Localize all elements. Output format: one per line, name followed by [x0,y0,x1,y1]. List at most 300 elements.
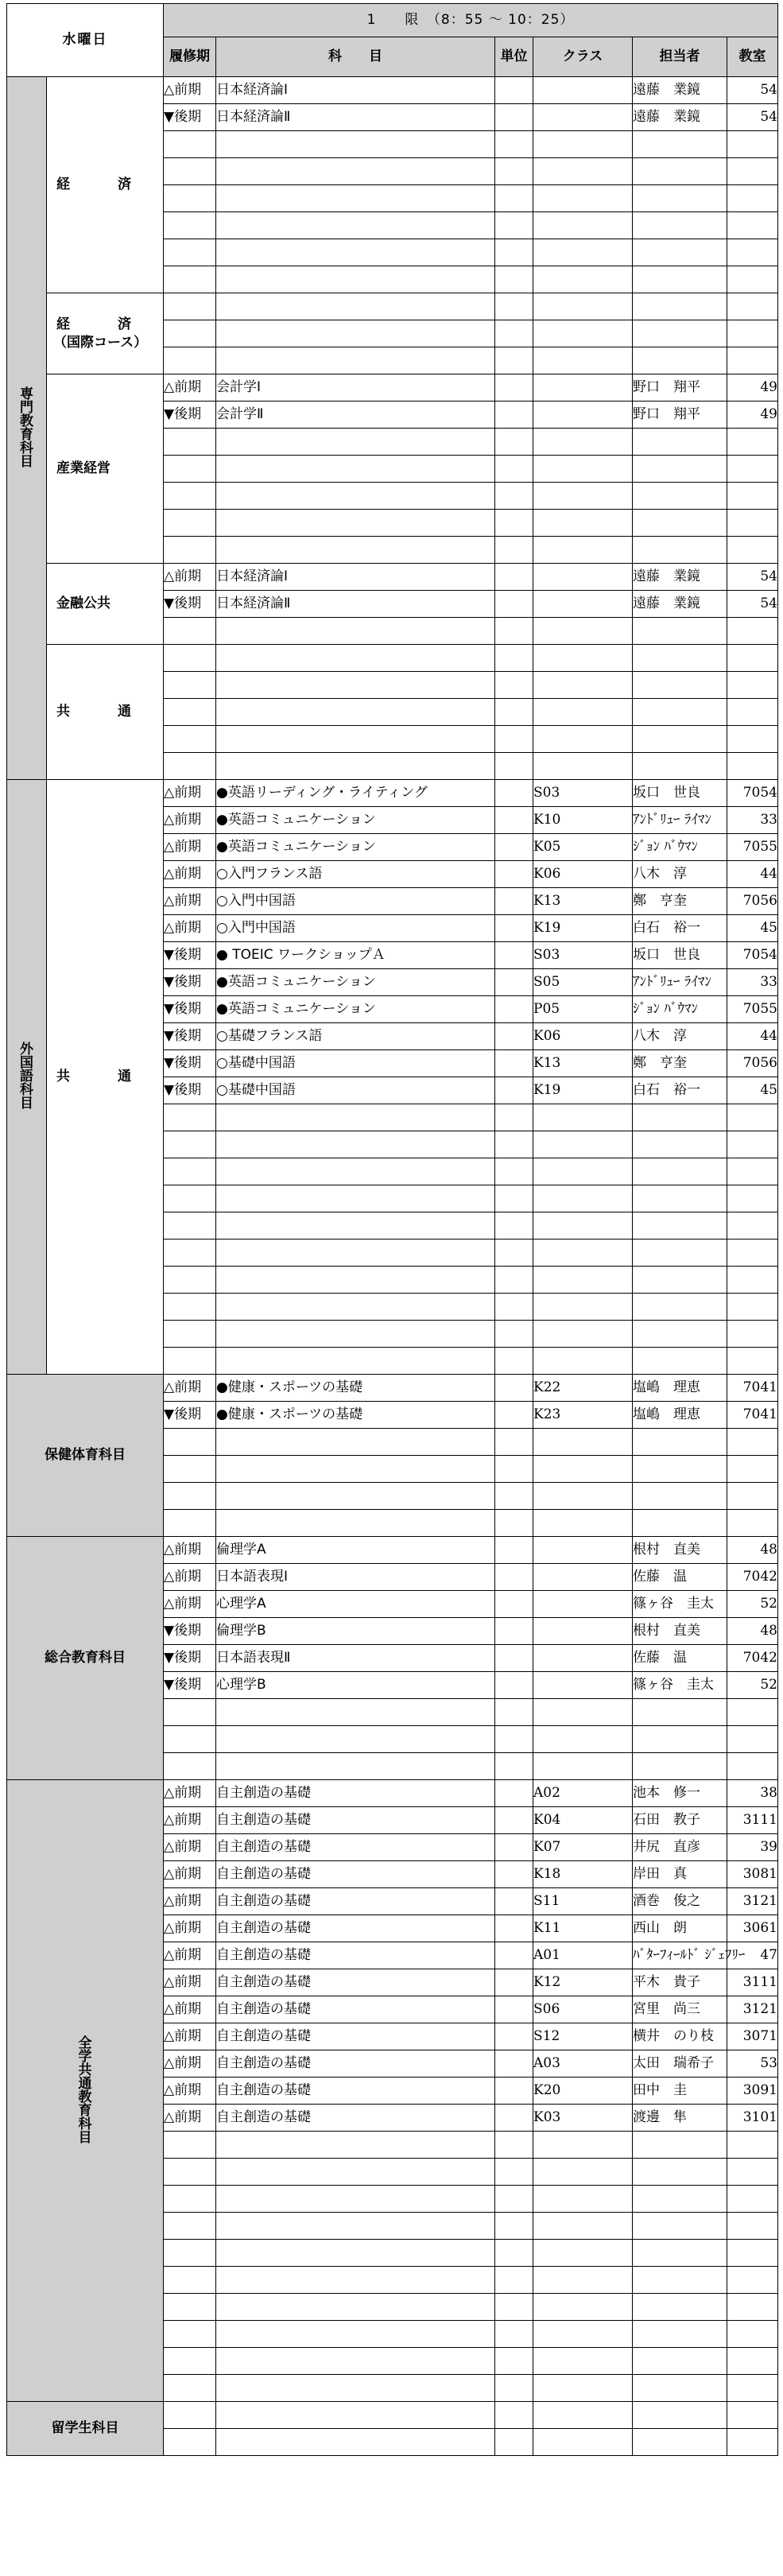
teacher-cell: 鄭 亨奎 [633,1050,727,1077]
subject-cell [216,1240,495,1267]
teacher-cell [633,2186,727,2213]
room-cell: 7054 [727,942,778,969]
units-cell [495,591,533,618]
subject-cell: ●英語コミュニケーション [216,834,495,861]
subject-cell [216,699,495,726]
term-cell: ▼後期 [164,104,216,131]
term-cell [164,537,216,564]
units-cell [495,1104,533,1131]
subject-cell [216,185,495,212]
units-cell [495,212,533,239]
room-cell: 44 [727,1023,778,1050]
room-cell [727,2159,778,2186]
units-cell [495,2240,533,2267]
table-row [7,1537,778,1564]
teacher-cell: 遠藤 業鏡 [633,104,727,131]
units-cell [495,1158,533,1185]
room-cell [727,645,778,672]
room-cell: 7055 [727,996,778,1023]
units-cell [495,1861,533,1888]
units-cell [495,1402,533,1429]
teacher-cell: ﾊﾞﾀｰﾌｨｰﾙﾄﾞ ｼﾞｪﾌﾘｰ [633,1942,727,1969]
subject-cell [216,753,495,780]
units-cell [495,1348,533,1375]
class-cell [533,2213,633,2240]
teacher-cell: 遠藤 業鏡 [633,77,727,104]
teacher-cell [633,699,727,726]
room-cell: 7056 [727,888,778,915]
units-cell [495,266,533,293]
class-cell [533,1645,633,1672]
term-cell: ▼後期 [164,1050,216,1077]
units-cell [495,2375,533,2402]
teacher-cell [633,185,727,212]
subject-cell: ○基礎中国語 [216,1077,495,1104]
class-cell [533,1699,633,1726]
term-cell: △前期 [164,1888,216,1915]
table-row [7,2402,778,2429]
teacher-cell: 佐藤 温 [633,1564,727,1591]
class-cell: S05 [533,969,633,996]
room-cell: 52 [727,1672,778,1699]
teacher-cell [633,645,727,672]
units-cell [495,185,533,212]
term-cell: △前期 [164,1942,216,1969]
units-cell [495,1456,533,1483]
units-cell [495,239,533,266]
class-cell: K18 [533,1861,633,1888]
subject-cell [216,2186,495,2213]
room-cell [727,158,778,185]
subject-cell [216,1294,495,1321]
class-cell [533,212,633,239]
units-cell [495,104,533,131]
room-cell: 52 [727,1591,778,1618]
class-cell [533,753,633,780]
teacher-cell [633,2132,727,2159]
class-cell [533,2348,633,2375]
room-cell [727,672,778,699]
class-cell [533,374,633,402]
room-cell [727,2240,778,2267]
subject-cell: 自主創造の基礎 [216,1780,495,1807]
room-cell: 3071 [727,2023,778,2050]
room-cell: 7041 [727,1375,778,1402]
term-cell: △前期 [164,1915,216,1942]
teacher-cell: 根村 直美 [633,1537,727,1564]
class-cell: S06 [533,1996,633,2023]
term-cell [164,239,216,266]
subject-cell [216,2267,495,2294]
units-cell [495,2023,533,2050]
class-cell [533,185,633,212]
table-row [7,564,778,591]
room-cell [727,2375,778,2402]
term-cell [164,1267,216,1294]
subject-cell: 日本語表現Ⅰ [216,1564,495,1591]
room-cell [727,1456,778,1483]
units-cell [495,645,533,672]
subject-cell [216,2321,495,2348]
class-cell [533,645,633,672]
units-cell [495,456,533,483]
subject-cell [216,2213,495,2240]
class-cell [533,456,633,483]
teacher-cell: 石田 教子 [633,1807,727,1834]
class-cell [533,1212,633,1240]
term-cell [164,2186,216,2213]
subject-cell: 自主創造の基礎 [216,1915,495,1942]
term-cell: △前期 [164,1780,216,1807]
class-cell: K06 [533,861,633,888]
units-cell [495,1699,533,1726]
room-cell: 45 [727,1077,778,1104]
units-cell [495,158,533,185]
subject-cell: 日本経済論Ⅱ [216,104,495,131]
units-cell [495,77,533,104]
room-cell [727,1429,778,1456]
room-cell: 7054 [727,780,778,807]
room-cell [727,1348,778,1375]
teacher-cell [633,1510,727,1537]
class-cell [533,2294,633,2321]
term-cell [164,2375,216,2402]
room-cell: 7042 [727,1564,778,1591]
class-cell [533,2267,633,2294]
units-cell [495,2267,533,2294]
units-cell [495,1834,533,1861]
subject-cell: 倫理学A [216,1537,495,1564]
units-cell [495,483,533,510]
term-cell: △前期 [164,1375,216,1402]
room-cell: 39 [727,1834,778,1861]
room-cell: 48 [727,1537,778,1564]
term-cell [164,1158,216,1185]
term-cell [164,510,216,537]
teacher-cell: ｱﾝﾄﾞﾘｭｰ ﾗｲﾏﾝ [633,807,727,834]
teacher-cell [633,672,727,699]
teacher-cell: 西山 朗 [633,1915,727,1942]
term-cell [164,2132,216,2159]
units-cell [495,780,533,807]
term-cell [164,1753,216,1780]
subject-cell: 自主創造の基礎 [216,1834,495,1861]
term-cell: ▼後期 [164,591,216,618]
term-cell [164,699,216,726]
class-cell: K20 [533,2077,633,2105]
class-cell [533,483,633,510]
room-cell [727,1158,778,1185]
teacher-cell: 遠藤 業鏡 [633,591,727,618]
class-cell [533,1564,633,1591]
table-row [7,780,778,807]
teacher-cell [633,1429,727,1456]
teacher-cell: 平木 貴子 [633,1969,727,1996]
room-cell: 33 [727,969,778,996]
term-cell: ▼後期 [164,1023,216,1050]
teacher-cell: 篠ヶ谷 圭太 [633,1591,727,1618]
teacher-cell: 田中 圭 [633,2077,727,2105]
class-cell [533,2429,633,2456]
teacher-cell: 渡邊 隼 [633,2105,727,2132]
term-cell [164,1429,216,1456]
class-cell [533,2159,633,2186]
subject-cell [216,158,495,185]
class-cell [533,1294,633,1321]
class-cell [533,1321,633,1348]
subject-cell: 自主創造の基礎 [216,1888,495,1915]
units-cell [495,2105,533,2132]
class-cell: S11 [533,1888,633,1915]
subject-cell: ○入門中国語 [216,915,495,942]
subject-cell [216,320,495,347]
room-cell [727,699,778,726]
room-cell [727,347,778,374]
section-label: 留学生科目 [7,2402,164,2456]
class-cell: S12 [533,2023,633,2050]
class-cell [533,293,633,320]
units-cell [495,1537,533,1564]
class-cell: K10 [533,807,633,834]
teacher-cell [633,1185,727,1212]
class-cell [533,510,633,537]
teacher-cell [633,753,727,780]
room-cell [727,131,778,158]
subject-cell [216,1483,495,1510]
units-cell [495,1185,533,1212]
day-label: 水曜日 [7,4,164,77]
term-cell: △前期 [164,915,216,942]
class-cell [533,537,633,564]
term-cell [164,1699,216,1726]
teacher-cell: 池本 修一 [633,1780,727,1807]
units-cell [495,699,533,726]
timetable-sheet [6,3,777,2456]
group-label [47,374,164,564]
teacher-cell: 岸田 真 [633,1861,727,1888]
term-cell: △前期 [164,807,216,834]
header-units: 単位 [495,37,533,77]
class-cell [533,1483,633,1510]
room-cell: 3111 [727,1969,778,1996]
units-cell [495,2348,533,2375]
subject-cell: 日本経済論Ⅰ [216,564,495,591]
units-cell [495,2050,533,2077]
units-cell [495,1726,533,1753]
subject-cell: 日本経済論Ⅰ [216,77,495,104]
subject-cell: 日本経済論Ⅱ [216,591,495,618]
units-cell [495,1807,533,1834]
units-cell [495,2321,533,2348]
subject-cell [216,1104,495,1131]
teacher-cell: 八木 淳 [633,861,727,888]
class-cell [533,1726,633,1753]
teacher-cell: 遠藤 業鏡 [633,564,727,591]
teacher-cell: 酒巻 俊之 [633,1888,727,1915]
room-cell [727,726,778,753]
group-label [47,77,164,293]
subject-cell: 倫理学B [216,1618,495,1645]
room-cell: 3121 [727,1996,778,2023]
term-cell [164,672,216,699]
class-cell [533,726,633,753]
units-cell [495,1321,533,1348]
teacher-cell [633,726,727,753]
room-cell [727,1483,778,1510]
subject-cell [216,1699,495,1726]
header-subject: 科 目 [216,37,495,77]
room-cell [727,239,778,266]
units-cell [495,2429,533,2456]
room-cell [727,1212,778,1240]
group-label [47,293,164,374]
term-cell [164,2294,216,2321]
teacher-cell: 宮里 尚三 [633,1996,727,2023]
teacher-cell [633,537,727,564]
term-cell [164,212,216,239]
header-teacher: 担当者 [633,37,727,77]
teacher-cell [633,2294,727,2321]
class-cell [533,1131,633,1158]
subject-cell: 自主創造の基礎 [216,2105,495,2132]
term-cell [164,2429,216,2456]
group-name: 共 通 [56,1069,131,1084]
class-cell [533,2186,633,2213]
units-cell [495,969,533,996]
subject-cell [216,347,495,374]
subject-cell: ●健康・スポーツの基礎 [216,1375,495,1402]
teacher-cell [633,2321,727,2348]
term-cell [164,1321,216,1348]
class-cell [533,1104,633,1131]
class-cell: A01 [533,1942,633,1969]
class-cell: S03 [533,780,633,807]
subject-cell: 心理学A [216,1591,495,1618]
units-cell [495,915,533,942]
subject-cell [216,293,495,320]
units-cell [495,1510,533,1537]
teacher-cell [633,2348,727,2375]
group-label [47,780,164,1375]
room-cell [727,2186,778,2213]
units-cell [495,807,533,834]
teacher-cell: 鄭 亨奎 [633,888,727,915]
class-cell [533,591,633,618]
units-cell [495,1077,533,1104]
subject-cell [216,1726,495,1753]
units-cell [495,293,533,320]
teacher-cell [633,1240,727,1267]
units-cell [495,429,533,456]
units-cell [495,564,533,591]
term-cell [164,347,216,374]
class-cell [533,1240,633,1267]
room-cell: 33 [727,807,778,834]
group-label [47,645,164,780]
section-label: 保健体育科目 [7,1375,164,1537]
teacher-cell [633,1456,727,1483]
subject-cell: ●健康・スポーツの基礎 [216,1402,495,1429]
term-cell: ▼後期 [164,1618,216,1645]
class-cell: K11 [533,1915,633,1942]
subject-cell [216,1753,495,1780]
subject-cell [216,2294,495,2321]
subject-cell [216,429,495,456]
subject-cell [216,2240,495,2267]
teacher-cell [633,1294,727,1321]
term-cell [164,1104,216,1131]
teacher-cell [633,1726,727,1753]
teacher-cell [633,510,727,537]
room-cell [727,618,778,645]
room-cell: 49 [727,402,778,429]
subject-cell [216,2132,495,2159]
class-cell: K07 [533,1834,633,1861]
term-cell: △前期 [164,2105,216,2132]
room-cell [727,2348,778,2375]
teacher-cell: 白石 裕一 [633,915,727,942]
teacher-cell [633,429,727,456]
term-cell [164,131,216,158]
term-cell: △前期 [164,888,216,915]
term-cell [164,2240,216,2267]
units-cell [495,1888,533,1915]
term-cell [164,1348,216,1375]
subject-cell [216,726,495,753]
term-cell: ▼後期 [164,969,216,996]
class-cell: K22 [533,1375,633,1402]
period-label: 1 限 （8：55 ～ 10：25） [164,4,778,37]
class-cell [533,347,633,374]
term-cell [164,1726,216,1753]
class-cell: S03 [533,942,633,969]
subject-cell: ●英語コミュニケーション [216,807,495,834]
term-cell: △前期 [164,1537,216,1564]
class-cell [533,2321,633,2348]
term-cell: ▼後期 [164,996,216,1023]
room-cell: 3101 [727,2105,778,2132]
units-cell [495,1780,533,1807]
section-label: 外 国 語 科 目 [7,780,47,1375]
term-cell [164,618,216,645]
term-cell [164,185,216,212]
room-cell [727,185,778,212]
group-name: 経 済 [56,316,131,332]
units-cell [495,1564,533,1591]
subject-cell [216,1185,495,1212]
term-cell: △前期 [164,77,216,104]
class-cell: K13 [533,888,633,915]
units-cell [495,131,533,158]
subject-cell [216,212,495,239]
term-cell [164,1456,216,1483]
teacher-cell [633,1212,727,1240]
class-cell [533,2240,633,2267]
room-cell: 7041 [727,1402,778,1429]
teacher-cell [633,2240,727,2267]
room-cell [727,1726,778,1753]
term-cell: △前期 [164,2077,216,2105]
subject-cell: ●英語コミュニケーション [216,996,495,1023]
class-cell [533,1267,633,1294]
subject-cell: ○入門中国語 [216,888,495,915]
teacher-cell: ｼﾞｮﾝ ﾊﾞｳﾏﾝ [633,834,727,861]
term-cell [164,753,216,780]
teacher-cell [633,2267,727,2294]
teacher-cell [633,2402,727,2429]
room-cell: 3121 [727,1888,778,1915]
teacher-cell: 横井 のり枝 [633,2023,727,2050]
